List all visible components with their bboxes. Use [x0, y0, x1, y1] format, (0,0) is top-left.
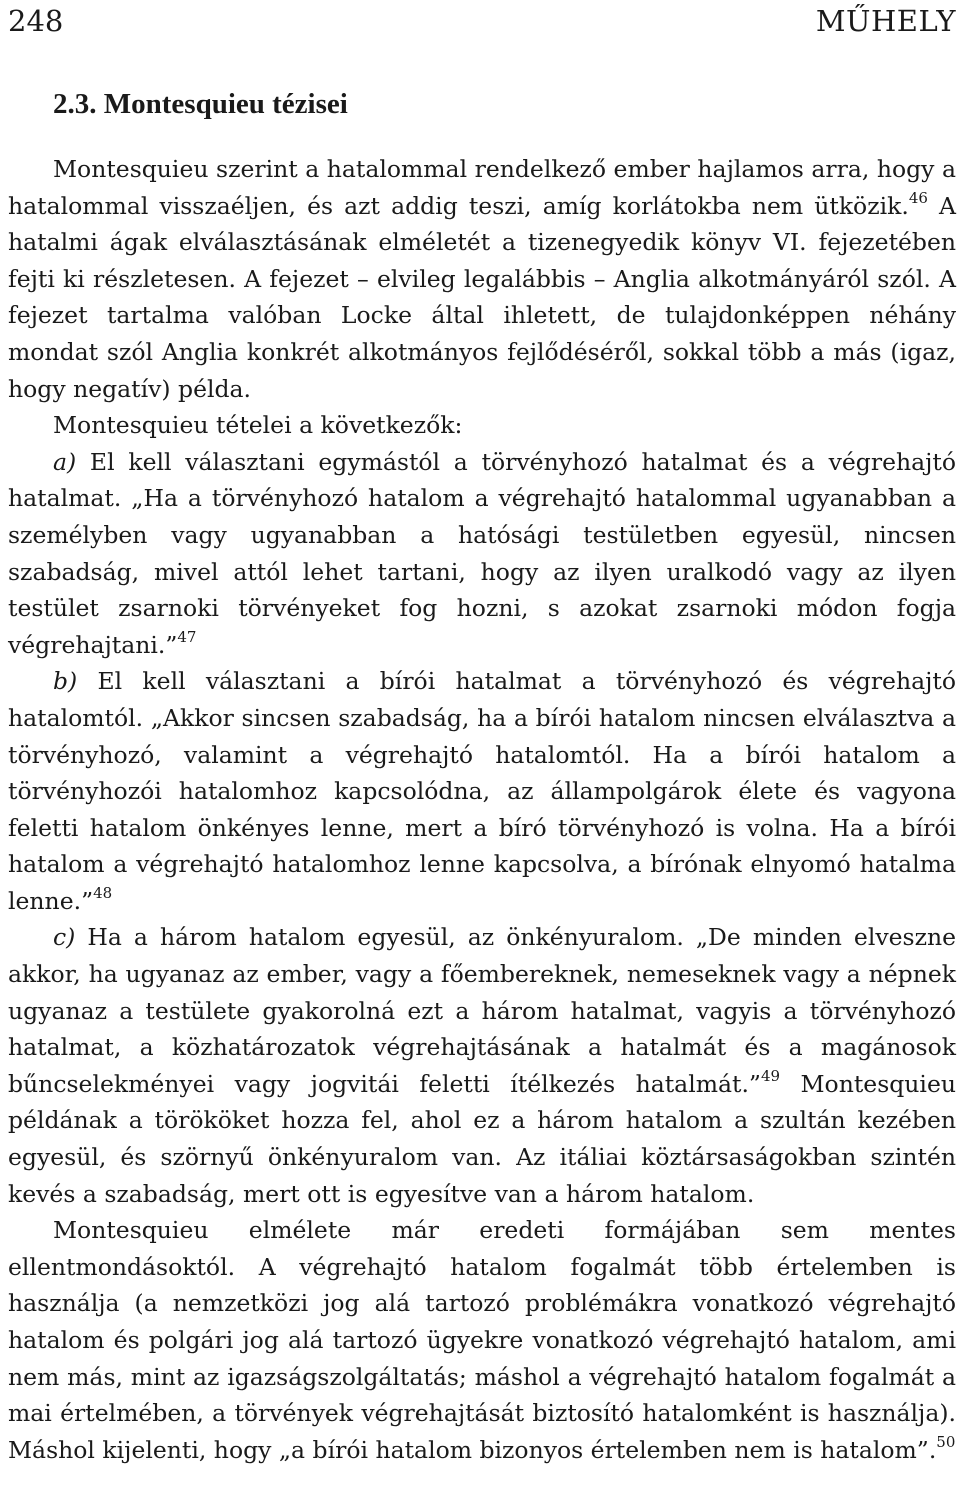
thesis-a	[8, 444, 956, 664]
thesis-a-label: a)	[53, 447, 77, 476]
thesis-b-label: b)	[53, 667, 78, 696]
paragraph-intro-text-1: Montesquieu szerint a hatalommal rendelkező ember hajlamos arra, hogy a hatalommal visszaéljen, és azt addig teszi, amíg korlátokba nem ütközik.	[8, 155, 956, 220]
thesis-c-text-1: Ha a három hatalom egyesül, az önkényuralom. „De minden elveszne akkor, ha ugyanaz az ember, vagy a főembereknek, nemeseknek vagy a népnek ugyanaz a testülete gyakorolná ezt a három hatalmat, vagyis a törvényhozó hatalmat, a közhatározatok végrehajtásának a hatalmát és a magánosok bűncselekményei vagy jogvitái feletti ítélkezés hatalmát.”	[8, 923, 956, 1098]
page-number: 248	[8, 4, 64, 38]
thesis-a-text: El kell választani egymástól a törvényhozó hatalmat és a végrehajtó hatalmat. „Ha a törvényhozó hatalom a végrehajtó hatalommal ugyanabban a személyben vagy ugyanabban a hatósági testületben egyesül, nincsen szabadság, mivel attól lehet tartani, hogy az ilyen uralkodó vagy az ilyen testület zsarnoki törvényeket fog hozni, s azokat zsarnoki módon fogja végrehajtani.”	[8, 447, 956, 659]
paragraph-intro-text-2: A hatalmi ágak elválasztásának elméletét a tizenegyedik könyv VI. fejezetében fejti ki részletesen. A fejezet – elvileg legalábbis – Anglia alkotmányáról szól. A fejezet tartalma valóban Locke által ihletett, de tulajdonképpen néhány mondat szól Anglia konkrét alkotmányos fejlődéséről, sokkal több a más (igaz, hogy negatív) példa.	[8, 191, 956, 403]
footnote-ref-50[interactable]: 50	[936, 1432, 956, 1451]
footnote-ref-48[interactable]: 48	[93, 884, 113, 903]
running-title: MŰHELY	[815, 4, 956, 38]
footnote-ref-46[interactable]: 46	[908, 188, 928, 207]
paragraph-critique	[8, 1212, 956, 1468]
section-heading: 2.3. Montesquieu tézisei	[53, 88, 348, 120]
paragraph-theses-lead: Montesquieu tételei a következők:	[53, 411, 463, 440]
running-header	[8, 4, 956, 44]
thesis-b-text: El kell választani a bírói hatalmat a törvényhozó és végrehajtó hatalomtól. „Akkor sincsen szabadság, ha a bírói hatalom nincsen elválasztva a törvényhozó, valamint a végrehajtó hatalomtól. Ha a bírói hatalom a törvényhozói hatalomhoz kapcsolódna, az állampolgárok élete és vagyona feletti hatalom önkényes lenne, mert a bíró törvényhozó is volna. Ha a bírói hatalom a végrehajtó hatalomhoz lenne kapcsolva, a bírónak elnyomó hatalma lenne.”	[8, 667, 956, 915]
footnote-ref-47[interactable]: 47	[177, 627, 197, 646]
footnote-ref-49[interactable]: 49	[760, 1067, 781, 1086]
body-text	[8, 151, 956, 1468]
thesis-b	[8, 663, 956, 919]
thesis-c-text-2: Montesquieu példának a törököket hozza fel, ahol ez a három hatalom a szultán kezében egyesül, és szörnyű önkényuralom van. Az itáliai köztársaságokban szintén kevés a szabadság, mert ott is egyesítve van a három hatalom.	[8, 1069, 956, 1208]
thesis-c	[8, 919, 956, 1212]
thesis-c-label: c)	[53, 923, 76, 952]
paragraph-intro	[8, 151, 956, 407]
paragraph-critique-text: Montesquieu elmélete már eredeti formájában sem mentes ellentmondásoktól. A végrehajtó hatalom fogalmát több értelemben is használja (a nemzetközi jog alá tartozó problémákra vonatkozó végrehajtó hatalom és polgári jog alá tartozó ügyekre vonatkozó végrehajtó hatalom, ami nem más, mint az igazságszolgáltatás; máshol a végrehajtó hatalom fogalmát a mai értelmében, a törvények végrehajtását biztosító hatalomként is használja). Máshol kijelenti, hogy „a bírói hatalom bizonyos értelemben nem is hatalom”.	[8, 1216, 956, 1464]
